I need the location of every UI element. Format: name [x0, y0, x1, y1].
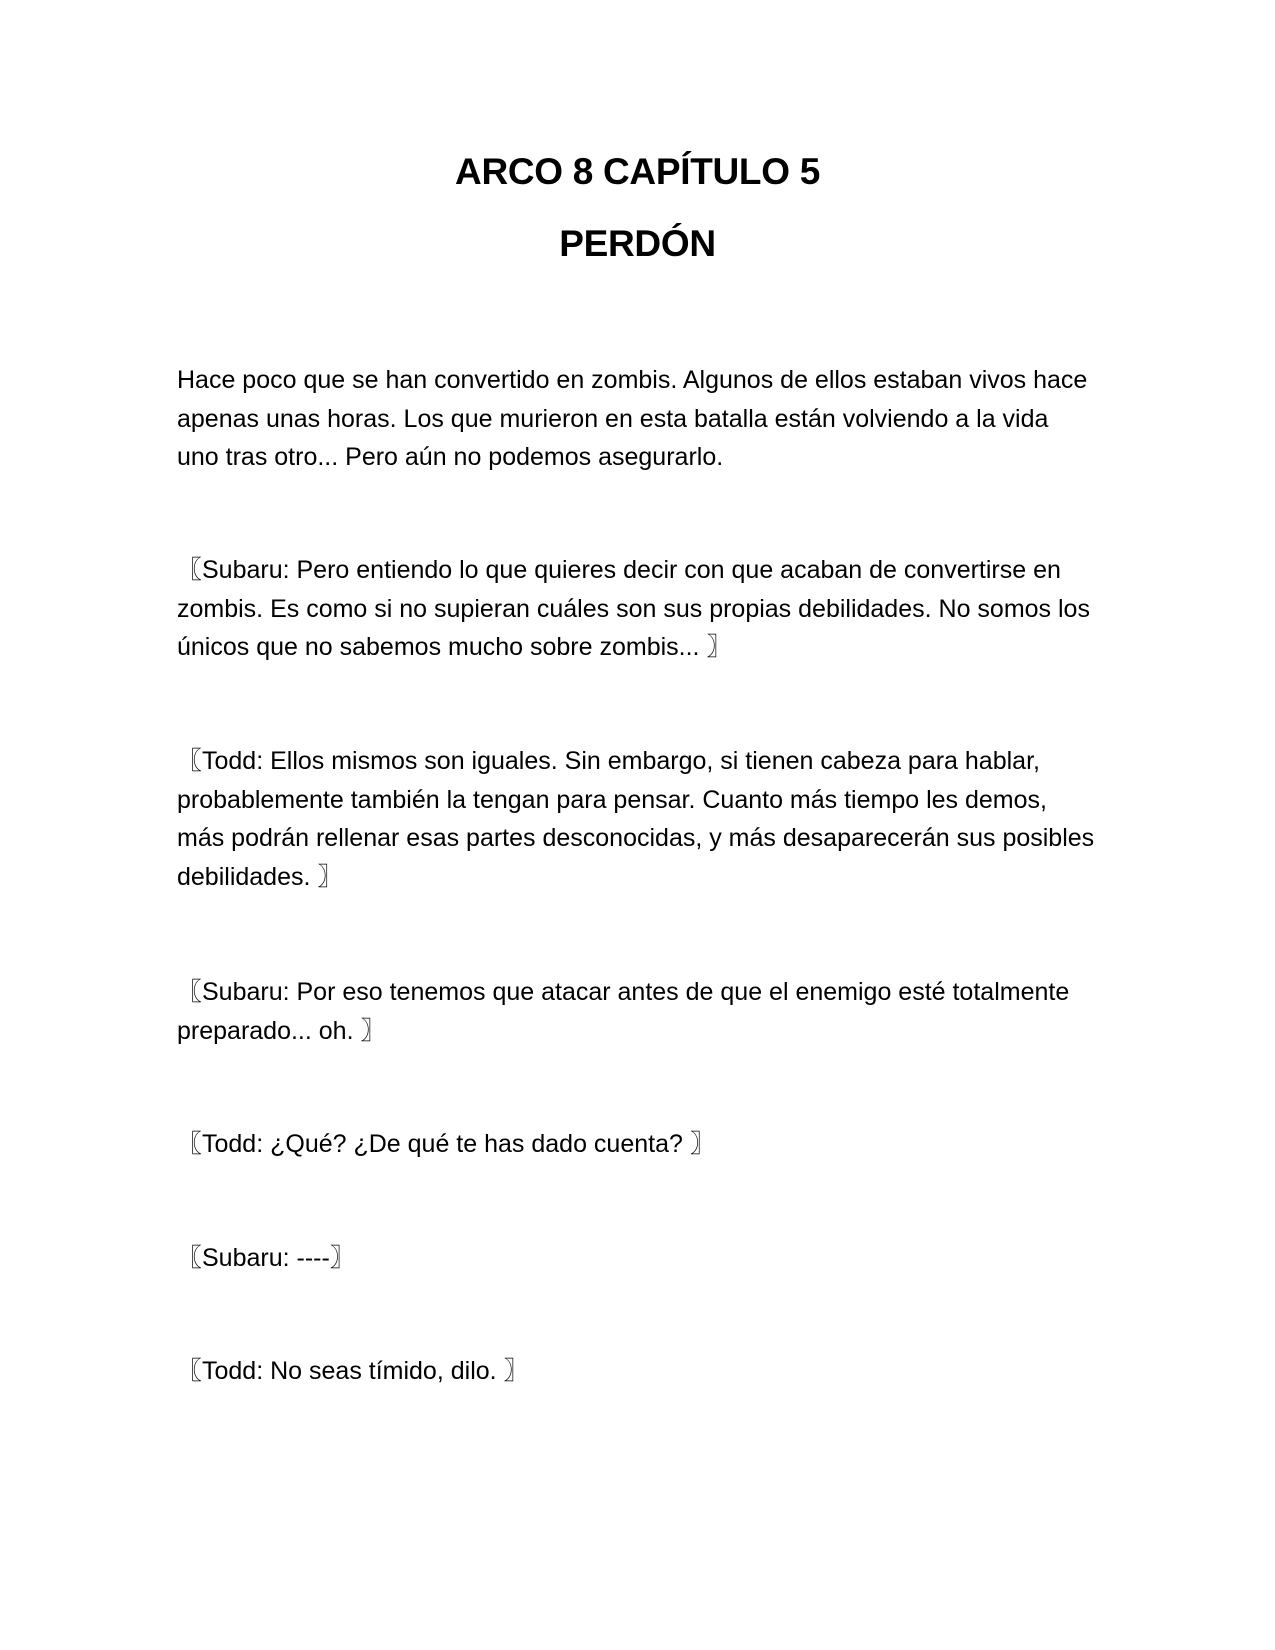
paragraph-dialogue-subaru-3: 〖Subaru: ----〗	[177, 1244, 355, 1272]
chapter-title: ARCO 8 CAPÍTULO 5	[455, 151, 820, 192]
paragraph-dialogue-todd-3: 〖Todd: No seas tímido, dilo. 〗	[177, 1357, 529, 1385]
paragraph-dialogue-subaru-2: 〖Subaru: Por eso tenemos que atacar antes de que el enemigo esté totalmente preparado... oh. 〗	[177, 978, 1070, 1045]
paragraph-dialogue-todd-1: 〖Todd: Ellos mismos son iguales. Sin embargo, si tienen cabeza para hablar, probablemente también la tengan para pensar. Cuanto más tiempo les demos, más podrán rellenar esas partes desconocidas, y más desaparecerán sus posibles debilidades. 〗	[177, 747, 1095, 891]
chapter-subtitle: PERDÓN	[559, 223, 716, 264]
paragraph-narration: Hace poco que se han convertido en zombis. Algunos de ellos estaban vivos hace apenas unas horas. Los que murieron en esta batalla están volviendo a la vida uno tras otro... Pero aún no podemos asegurarlo.	[177, 366, 1088, 471]
paragraph-dialogue-subaru-1: 〖Subaru: Pero entiendo lo que quieres decir con que acaban de convertirse en zombis. Es como si no supieran cuáles son sus propias debilidades. No somos los únicos que no sabemos mucho sobre zombis... 〗	[177, 556, 1090, 661]
paragraph-dialogue-todd-2: 〖Todd: ¿Qué? ¿De qué te has dado cuenta? 〗	[177, 1130, 715, 1158]
